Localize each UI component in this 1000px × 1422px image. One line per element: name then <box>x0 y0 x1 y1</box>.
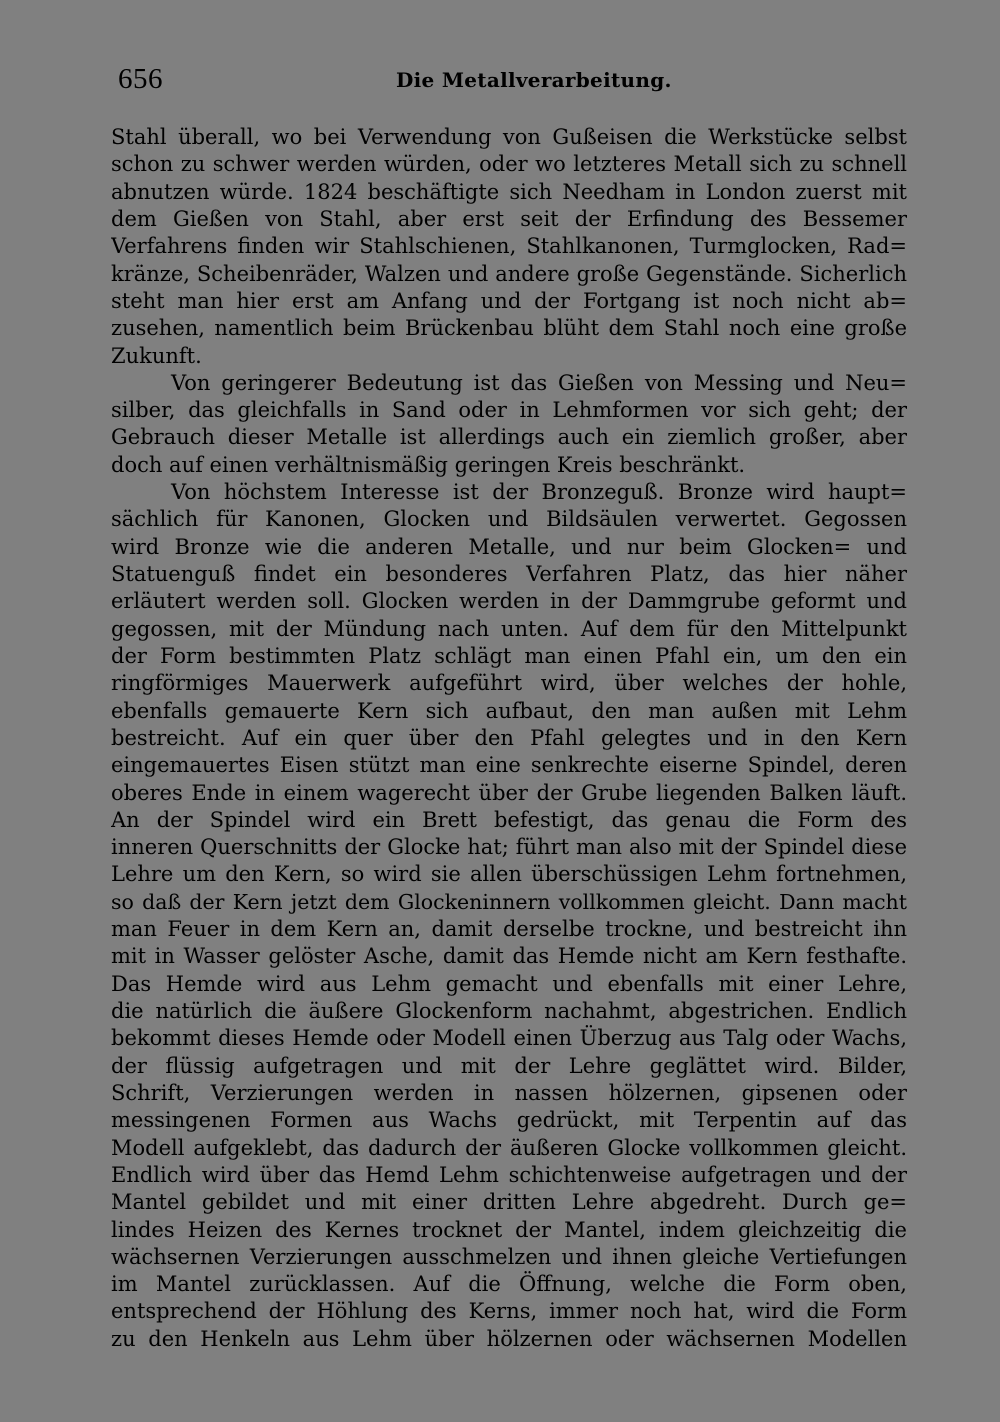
text-line: bestreicht. Auf ein quer über den Pfahl gelegtes und in den Kern <box>111 725 907 750</box>
text-line: wächsernen Verzierungen ausschmelzen und ihnen gleiche Vertiefungen <box>111 1244 907 1269</box>
text-line: An der Spindel wird ein Brett befestigt, das genau die Form des <box>111 807 907 832</box>
text-line: Stahl überall, wo bei Verwendung von Gußeisen die Werkstücke selbst <box>111 125 907 149</box>
text-line: inneren Querschnitts der Glocke hat; führt man also mit der Spindel diese <box>111 835 907 860</box>
body-text <box>111 124 907 1353</box>
running-title: Die Metallverarbeitung. <box>396 68 672 92</box>
text-line: messingenen Formen aus Wachs gedrückt, mit Terpentin auf das <box>111 1108 907 1133</box>
text-line: silber, das gleichfalls in Sand oder in Lehmformen vor sich geht; der <box>111 398 907 423</box>
text-line: entsprechend der Höhlung des Kerns, immer noch hat, wird die Form <box>111 1299 907 1324</box>
text-line: sächlich für Kanonen, Glocken und Bildsäulen verwertet. Gegossen <box>111 507 907 532</box>
text-line: man Feuer in dem Kern an, damit derselbe trockne, und bestreicht ihn <box>111 917 907 942</box>
text-line: kränze, Scheibenräder, Walzen und andere große Gegenstände. Sicherlich <box>111 261 907 286</box>
text-line: erläutert werden soll. Glocken werden in der Dammgrube geformt und <box>111 589 907 614</box>
text-line: Modell aufgeklebt, das dadurch der äußeren Glocke vollkommen gleicht. <box>111 1135 907 1160</box>
text-line: zusehen, namentlich beim Brückenbau blüht dem Stahl noch eine große <box>111 316 907 341</box>
text-line: schon zu schwer werden würden, oder wo letzteres Metall sich zu schnell <box>111 152 907 177</box>
text-line: wird Bronze wie die anderen Metalle, und nur beim Glocken= und <box>111 534 907 559</box>
text-line: Zukunft. <box>111 343 202 368</box>
page-header <box>118 62 908 96</box>
text-line: lindes Heizen des Kernes trocknet der Mantel, indem gleichzeitig die <box>111 1217 907 1242</box>
text-line: ebenfalls gemauerte Kern sich aufbaut, den man außen mit Lehm <box>111 698 907 723</box>
text-line: der flüssig aufgetragen und mit der Lehre geglättet wird. Bilder, <box>111 1053 907 1078</box>
text-line: dem Gießen von Stahl, aber erst seit der Erfindung des Bessemer <box>111 206 907 231</box>
text-line: so daß der Kern jetzt dem Glockeninnern vollkommen gleicht. Dann macht <box>111 889 907 914</box>
text-line: abnutzen würde. 1824 beschäftigte sich Needham in London zuerst mit <box>111 179 907 204</box>
text-line: bekommt dieses Hemde oder Modell einen Überzug aus Talg oder Wachs, <box>111 1026 907 1051</box>
text-line: Schrift, Verzierungen werden in nassen hölzernen, gipsenen oder <box>111 1080 907 1105</box>
text-line: Statuenguß findet ein besonderes Verfahren Platz, das hier näher <box>111 562 907 586</box>
text-line: zu den Henkeln aus Lehm über hölzernen oder wächsernen Modellen <box>111 1326 907 1351</box>
text-line: Verfahrens finden wir Stahlschienen, Stahlkanonen, Turmglocken, Rad= <box>111 234 907 259</box>
text-line: im Mantel zurücklassen. Auf die Öffnung, welche die Form oben, <box>111 1272 907 1297</box>
text-line: steht man hier erst am Anfang und der Fortgang ist noch nicht ab= <box>111 288 907 313</box>
text-line: Das Hemde wird aus Lehm gemacht und ebenfalls mit einer Lehre, <box>111 971 907 996</box>
text-line: ringförmiges Mauerwerk aufgeführt wird, über welches der hohle, <box>111 671 907 696</box>
text-line: Lehre um den Kern, so wird sie allen überschüssigen Lehm fortnehmen, <box>111 862 907 887</box>
page-number: 656 <box>118 63 163 95</box>
text-line: doch auf einen verhältnismäßig geringen Kreis beschränkt. <box>111 452 746 477</box>
text-line: die natürlich die äußere Glockenform nachahmt, abgestrichen. Endlich <box>111 999 907 1023</box>
text-line: der Form bestimmten Platz schlägt man einen Pfahl ein, um den ein <box>111 643 907 668</box>
text-line: Mantel gebildet und mit einer dritten Lehre abgedreht. Durch ge= <box>111 1190 907 1215</box>
text-line: Von geringerer Bedeutung ist das Gießen von Messing und Neu= <box>171 370 907 395</box>
text-line: eingemauertes Eisen stützt man eine senkrechte eiserne Spindel, deren <box>111 753 907 778</box>
text-line: Endlich wird über das Hemd Lehm schichtenweise aufgetragen und der <box>111 1162 907 1187</box>
text-line: oberes Ende in einem wagerecht über der Grube liegenden Balken läuft. <box>111 780 907 805</box>
text-line: Von höchstem Interesse ist der Bronzeguß. Bronze wird haupt= <box>171 480 907 505</box>
text-line: gegossen, mit der Mündung nach unten. Auf dem für den Mittelpunkt <box>111 616 907 641</box>
text-line: Gebrauch dieser Metalle ist allerdings auch ein ziemlich großer, aber <box>111 425 907 450</box>
text-line: mit in Wasser gelöster Asche, damit das Hemde nicht am Kern festhafte. <box>111 944 907 969</box>
